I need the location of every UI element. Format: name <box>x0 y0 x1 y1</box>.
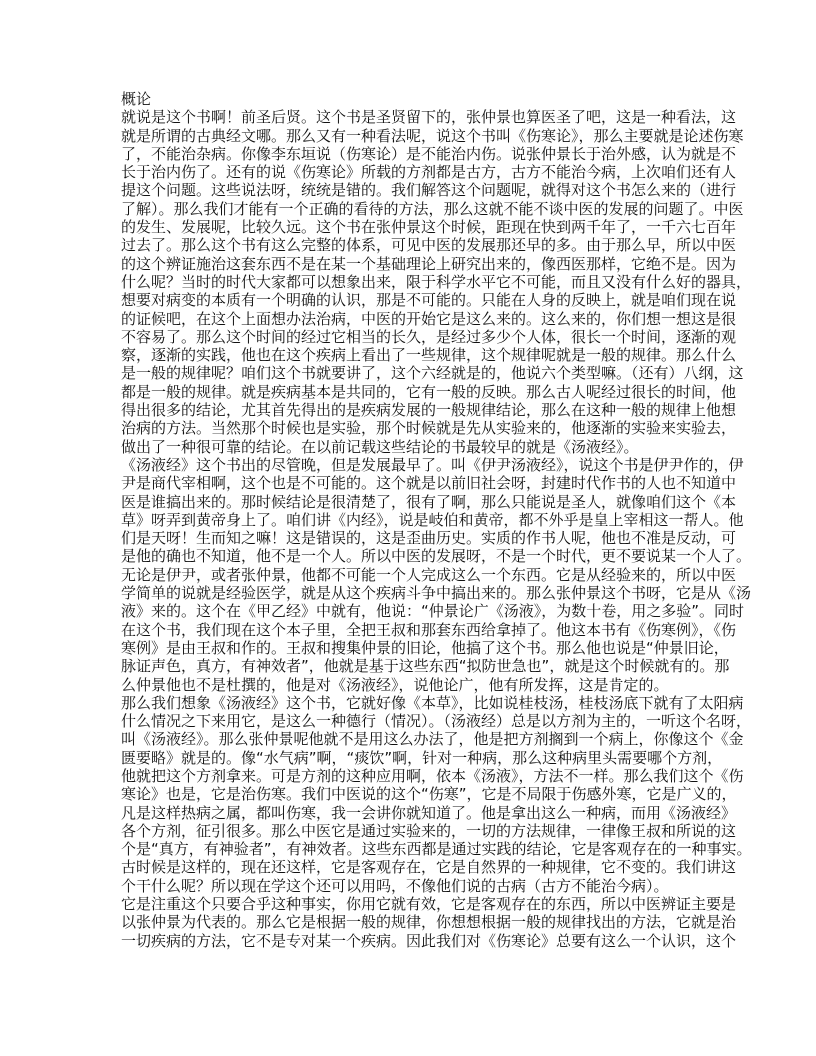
text-line: 的证候吧，在这个上面想办法治病，中医的开始它是这么来的。这么来的，你们想一想这是很 <box>121 309 737 328</box>
text-line: 匮要略》就是的。像“水气病”啊，“痰饮”啊，针对一种病，那么这种病里头需要哪个方剂， <box>121 748 723 767</box>
text-line: 了解）。那么我们才能有一个正确的看待的方法，那么这就不能不谈中医的发展的问题了。中医 <box>121 199 744 218</box>
document-body <box>121 90 752 950</box>
text-line: 什么情况之下来用它，是这么一种德行（情况）。（汤液经）总是以方剂为主的，一听这个名呀， <box>121 712 752 731</box>
text-line: 尹是商代宰相啊，这个也是不可能的。这个就是以前旧社会呀，封建时代作书的人也不知道中 <box>121 474 737 493</box>
text-line: 液》来的。这个在《甲乙经》中就有，他说：“仲景论广《汤液》，为数十卷，用之多验”。同时 <box>121 602 745 621</box>
text-line: 个干什么呢？所以现在学这个还可以用吗，不像他们说的古病（古方不能治今病）。 <box>121 876 669 895</box>
text-line: 他就把这个方剂拿来。可是方剂的这种应用啊，依本《汤液》，方法不一样。那么我们这个《伤 <box>121 766 744 785</box>
text-line: 察，逐渐的实践，他也在这个疾病上看出了一些规律，这个规律呢就是一般的规律。那么什么 <box>121 346 737 365</box>
text-line: 草》呀弄到黄帝身上了。咱们讲《内经》，说是岐伯和黄帝，都不外乎是皇上宰相这一帮人。他 <box>121 510 744 529</box>
text-line: 么仲景他也不是杜撰的，他是对《汤液经》，说他论广，他有所发挥，这是肯定的。 <box>121 675 669 694</box>
text-line: 们是天呀！生而知之嘛！这是错误的，这是歪曲历史。实质的作书人呢，他也不准是反动，可 <box>121 529 737 548</box>
text-line: 一切疾病的方法，它不是专对某一个疾病。因此我们对《伤寒论》总要有这么一个认识，这个 <box>121 931 737 950</box>
text-line: 《汤液经》这个书出的尽管晚，但是发展最早了。叫《伊尹汤液经》，说这个书是伊尹作的，伊 <box>121 455 744 474</box>
text-line: 提这个问题。这些说法呀，统统是错的。我们解答这个问题呢，就得对这个书怎么来的（进行 <box>121 181 737 200</box>
paragraph <box>121 455 752 694</box>
text-line: 不容易了。那么这个时间的经过它相当的长久，是经过多少个人体，很长一个时间，逐渐的观 <box>121 327 737 346</box>
text-line: 的这个辨证施治这套东西不是在某一个基础理论上研究出来的，像西医那样，它绝不是。因为 <box>121 254 737 273</box>
text-line: 是一般的规律呢？咱们这个书就要讲了，这个六经就是的，他说六个类型嘛。（还有）八纲，这 <box>121 364 744 383</box>
section-title: 概论 <box>121 90 152 108</box>
text-line: 个是“真方，有神验者”，有神效者。这些东西都是通过实践的结论，它是客观存在的一种事实。 <box>121 840 752 859</box>
text-line: 治病的方法。当然那个时候也是实验，那个时候就是先从实验来的，他逐渐的实验来实验去， <box>121 419 737 438</box>
text-line: 医是谁搞出来的。那时候结论是很清楚了，很有了啊，那么只能说是圣人，就像咱们这个《本 <box>121 492 737 511</box>
text-line: 它是注重这个只要合乎这种事实，你用它就有效，它是客观存在的东西，所以中医辨证主要是 <box>121 895 737 914</box>
text-line: 过去了。那么这个书有这么完整的体系，可见中医的发展那还早的多。由于那么早，所以中医 <box>121 236 737 255</box>
text-line: 脉证声色，真方，有神效者”，他就是基于这些东西“拟防世急也”，就是这个时候就有的。那 <box>121 657 730 676</box>
paragraph <box>121 895 737 950</box>
text-line: 那么我们想象《汤液经》这个书，它就好像《本草》，比如说桂枝汤，桂枝汤底下就有了太阳病 <box>121 693 744 712</box>
text-line: 什么呢？当时的时代大家都可以想象出来，限于科学水平它不可能，而且又没有什么好的器具， <box>121 272 752 291</box>
text-line: 了，不能治杂病。你像李东垣说（伤寒论）是不能治内伤。说张仲景长于治外感，认为就是不 <box>121 144 737 163</box>
text-line: 各个方剂，征引很多。那么中医它是通过实验来的，一切的方法规律，一律像王叔和所说的这 <box>121 821 737 840</box>
text-line: 想要对病变的本质有一个明确的认识，那是不可能的。只能在人身的反映上，就是咱们现在说 <box>121 291 737 310</box>
text-line: 是他的确也不知道，他不是一个人。所以中医的发展呀，不是一个时代，更不要说某一个人了。 <box>121 547 752 566</box>
paragraph <box>121 108 752 456</box>
text-line: 长于治内伤了。还有的说《伤寒论》所载的方剂都是古方，古方不能治今病，上次咱们还有人 <box>121 163 737 182</box>
text-line: 就是所谓的古典经文哪。那么又有一种看法呢，说这个书叫《伤寒论》，那么主要就是论述伤寒 <box>121 126 744 145</box>
text-line: 叫《汤液经》。那么张仲景呢他就不是用这么办法了，他是把方剂搁到一个病上，你像这个《金 <box>121 730 744 749</box>
text-line: 以张仲景为代表的。那么它是根据一般的规律，你想想根据一般的规律找出的方法，它就是治 <box>121 913 737 932</box>
text-line: 都是一般的规律。就是疾病基本是共同的，它有一般的反映。那么古人呢经过很长的时间，他 <box>121 382 737 401</box>
text-line: 凡是这样热病之属，都叫伤寒，我一会讲你就知道了。他是拿出这么一种病，而用《汤液经》 <box>121 803 737 822</box>
text-line: 在这个书，我们现在这个本子里，全把王叔和那套东西给拿掉了。他这本书有《伤寒例》，《伤 <box>121 620 737 639</box>
paragraph <box>121 693 752 895</box>
text-line: 的发生、发展呢，比较久远。这个书在张仲景这个时候，距现在快到两千年了，一千六七百年 <box>121 218 737 237</box>
text-line: 得出很多的结论，尤其首先得出的是疾病发展的一般规律结论，那么在这种一般的规律上他想 <box>121 401 737 420</box>
text-line: 做出了一种很可靠的结论。在以前记载这些结论的书最较早的就是《汤液经》。 <box>121 437 639 456</box>
text-line: 无论是伊尹，或者张仲景，他都不可能一个人完成这么一个东西。它是从经验来的，所以中医 <box>121 565 737 584</box>
text-line: 寒例》是由王叔和作的。王叔和搜集仲景的旧论，他搞了这个书。那么他也说是“仲景旧论， <box>121 638 729 657</box>
text-line: 古时候是这样的，现在还这样，它是客观存在，它是自然界的一种规律，它不变的。我们讲这 <box>121 858 737 877</box>
text-line: 就说是这个书啊！前圣后贤。这个书是圣贤留下的，张仲景也算医圣了吧，这是一种看法，这 <box>121 108 737 127</box>
text-line: 学简单的说就是经验医学，就是从这个疾病斗争中搞出来的。那么张仲景这个书呀，它是从《汤 <box>121 584 752 603</box>
text-line: 寒论》也是，它是治伤寒。我们中医说的这个“伤寒”，它是不局限于伤感外寒，它是广义的， <box>121 785 737 804</box>
